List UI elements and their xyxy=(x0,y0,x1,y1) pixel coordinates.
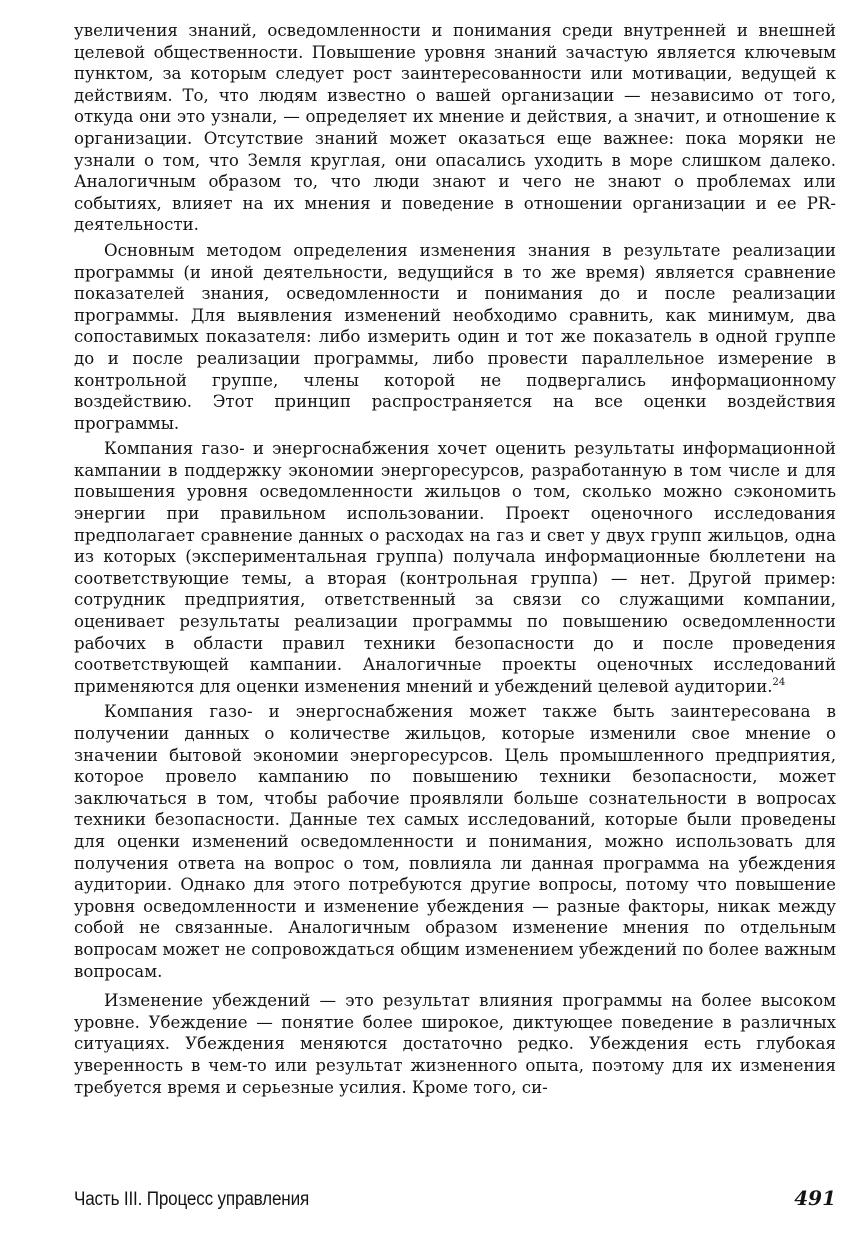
paragraph-5: Изменение убеждений — это результат влияния программы на более высоком уровне. Убеждение — понятие более широкое, диктующее поведение в различных ситуациях. Убеждения меняются достаточно редко. Убеждения есть глубокая уверенность в чем-то или результат жизненного опыта, поэтому для их изменения требуется время и серьезные усилия. Кроме того, си- xyxy=(74,991,836,1097)
page-footer xyxy=(74,1186,836,1216)
paragraph-3 xyxy=(74,438,836,697)
paragraph-4: Компания газо- и энергоснабжения может также быть заинтересована в получении данных о количестве жильцов, которые изменили свое мнение о значении бытовой экономии энергоресурсов. Цель промышленного предприятия, которое провело кампанию по повышению техники безопасности, может заключаться в том, чтобы рабочие проявляли больше сознательности в вопросах техники безопасности. Данные тех самых исследований, которые были проведены для оценки изменений осведомленности и понимания, можно использовать для получения ответа на вопрос о том, повлияла ли данная программа на убеждения аудитории. Однако для этого потребуются другие вопросы, потому что повышение уровня осведомленности и изменение убеждения — разные факторы, никак между собой не связанные. Аналогичным образом изменение мнения по отдельным вопросам может не сопровождаться общим изменением убеждений по более важным вопросам. xyxy=(74,702,836,981)
page-number: 491 xyxy=(794,1186,836,1210)
paragraph-2: Основным методом определения изменения знания в результате реализации программы (и иной деятельности, ведущийся в то же время) является сравнение показателей знания, осведомленности и понимания до и после реализации программы. Для выявления изменений необходимо сравнить, как минимум, два сопоставимых показателя: либо измерить один и тот же показатель в одной группе до и после реализации программы, либо провести параллельное измерение в контрольной группе, члены которой не подвергались информационному воздействию. Этот принцип распространяется на все оценки воздействия программы. xyxy=(74,240,836,433)
paragraph-1: увеличения знаний, осведомленности и понимания среди внутренней и внешней целевой общественности. Повышение уровня знаний зачастую является ключевым пунктом, за которым следует рост заинтересованности или мотивации, ведущей к действиям. То, что людям известно о вашей организации — независимо от того, откуда они это узнали, — определяет их мнение и действия, а значит, и отношение к организации. Отсутствие знаний может оказаться еще важнее: пока моряки не узнали о том, что Земля круглая, они опасались уходить в море слишком далеко. Аналогичным образом то, что люди знают и чего не знают о проблемах или событиях, влияет на их мнения и поведение в отношении организации и ее PR-деятельности. xyxy=(74,21,836,235)
footnote-marker: 24 xyxy=(772,676,786,688)
paragraph-3-text: Компания газо- и энергоснабжения хочет оценить результаты информационной кампании в поддержку экономии энергоресурсов, разработанную в том числе и для повышения уровня осведомленности жильцов о том, сколько можно сэкономить энергии при правильном использовании. Проект оценочного исследования предполагает сравнение данных о расходах на газ и свет у двух групп жильцов, одна из которых (экспериментальная группа) получала информационные бюллетени на соответствующие темы, а вторая (контрольная группа) — нет. Другой пример: сотрудник предприятия, ответственный за связи со служащими компании, оценивает результаты реализации программы по повышению осведомленности рабочих в области правил техники безопасности до и после проведения соответствующей кампании. Аналогичные проекты оценочных исследований применяются для оценки изменения мнений и убеждений целевой аудитории. xyxy=(74,439,836,696)
running-footer-title: Часть III. Процесс управления xyxy=(74,1189,310,1210)
page-body xyxy=(74,20,836,1098)
